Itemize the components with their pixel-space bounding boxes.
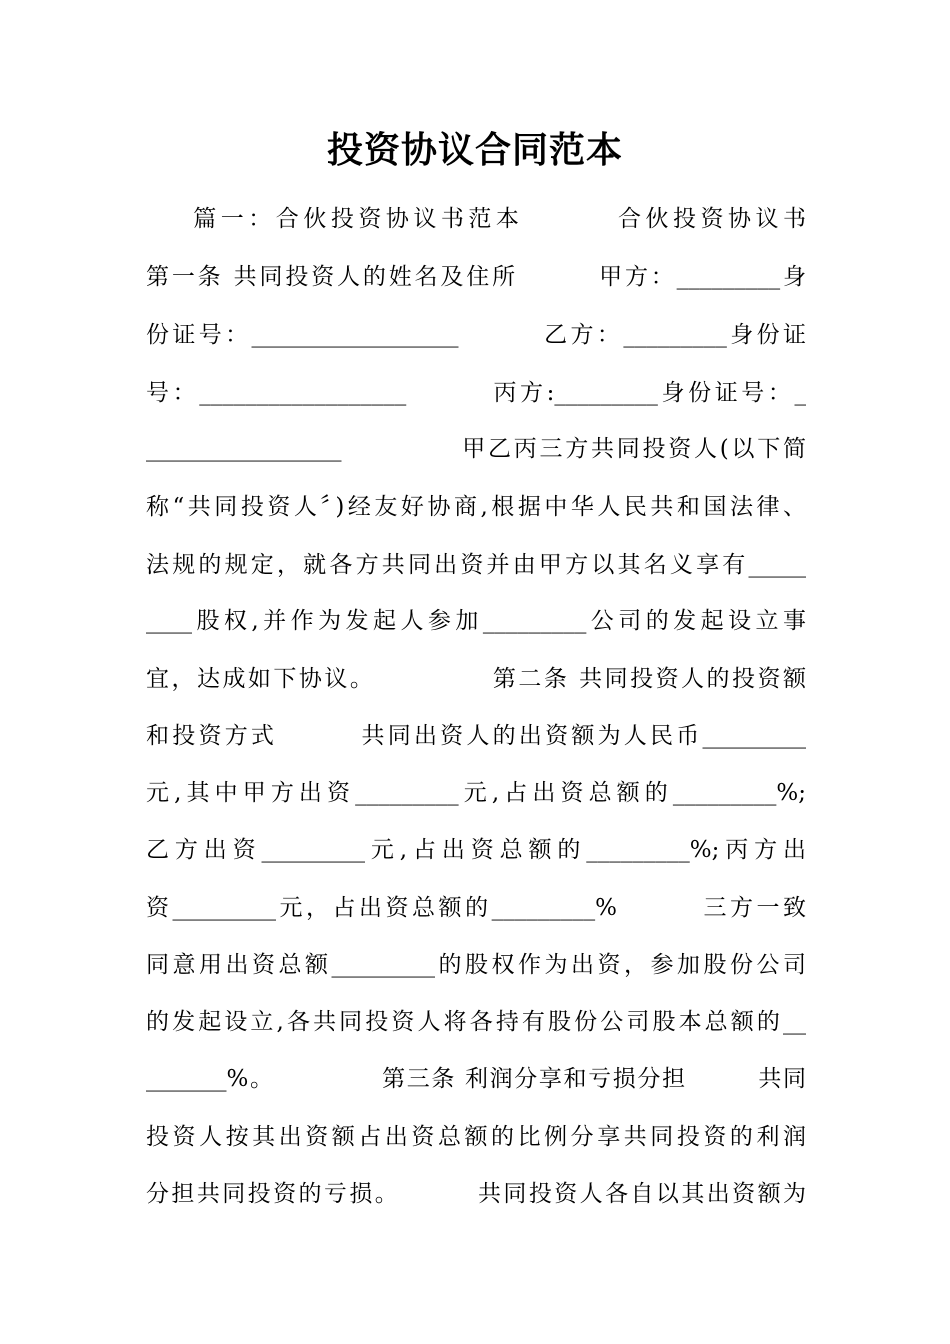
body-line-3: 份证号：__________________ 乙方：_________身份证 [146,322,806,348]
body-line-16: _______%。 第三条 利润分享和亏损分担 共同 [146,1066,806,1092]
body-line-11: 元,其中甲方出资_________元,占出资总额的_________%; [146,780,806,806]
body-line-15: 的发起设立,各共同投资人将各持有股份公司股本总额的__ [146,1009,806,1035]
body-line-4: 号：__________________ 丙方:_________身份证号：_ [146,380,806,406]
body-line-18: 分担共同投资的亏损。 共同投资人各自以其出资额为 [146,1181,806,1207]
body-line-7: 法规的规定，就各方共同出资并由甲方以其名义享有_____ [146,552,806,578]
body-line-17: 投资人按其出资额占出资总额的比例分享共同投资的利润 [146,1124,806,1150]
body-line-9: 宜，达成如下协议。 第二条 共同投资人的投资额 [146,666,806,692]
body-line-1: 篇一：合伙投资协议书范本 合伙投资协议书 [146,206,806,232]
body-line-5: _________________ 甲乙丙三方共同投资人(以下简 [146,436,806,462]
body-line-14: 同意用出资总额_________的股权作为出资，参加股份公司 [146,952,806,978]
body-line-12: 乙方出资_________元,占出资总额的_________%;丙方出 [146,837,806,863]
document-title: 投资协议合同范本 [326,129,623,171]
body-line-13: 资_________元，占出资总额的_________% 三方一致 [146,895,806,921]
body-line-10: 和投资方式 共同出资人的出资额为人民币_________ [146,723,806,749]
body-line-8: ____股权,并作为发起人参加_________公司的发起设立事 [146,608,806,634]
body-line-6: 称“共同投资人〞)经友好协商,根据中华人民共和国法律、 [146,494,806,520]
body-line-2: 第一条 共同投资人的姓名及住所 甲方：_________身 [146,264,806,290]
